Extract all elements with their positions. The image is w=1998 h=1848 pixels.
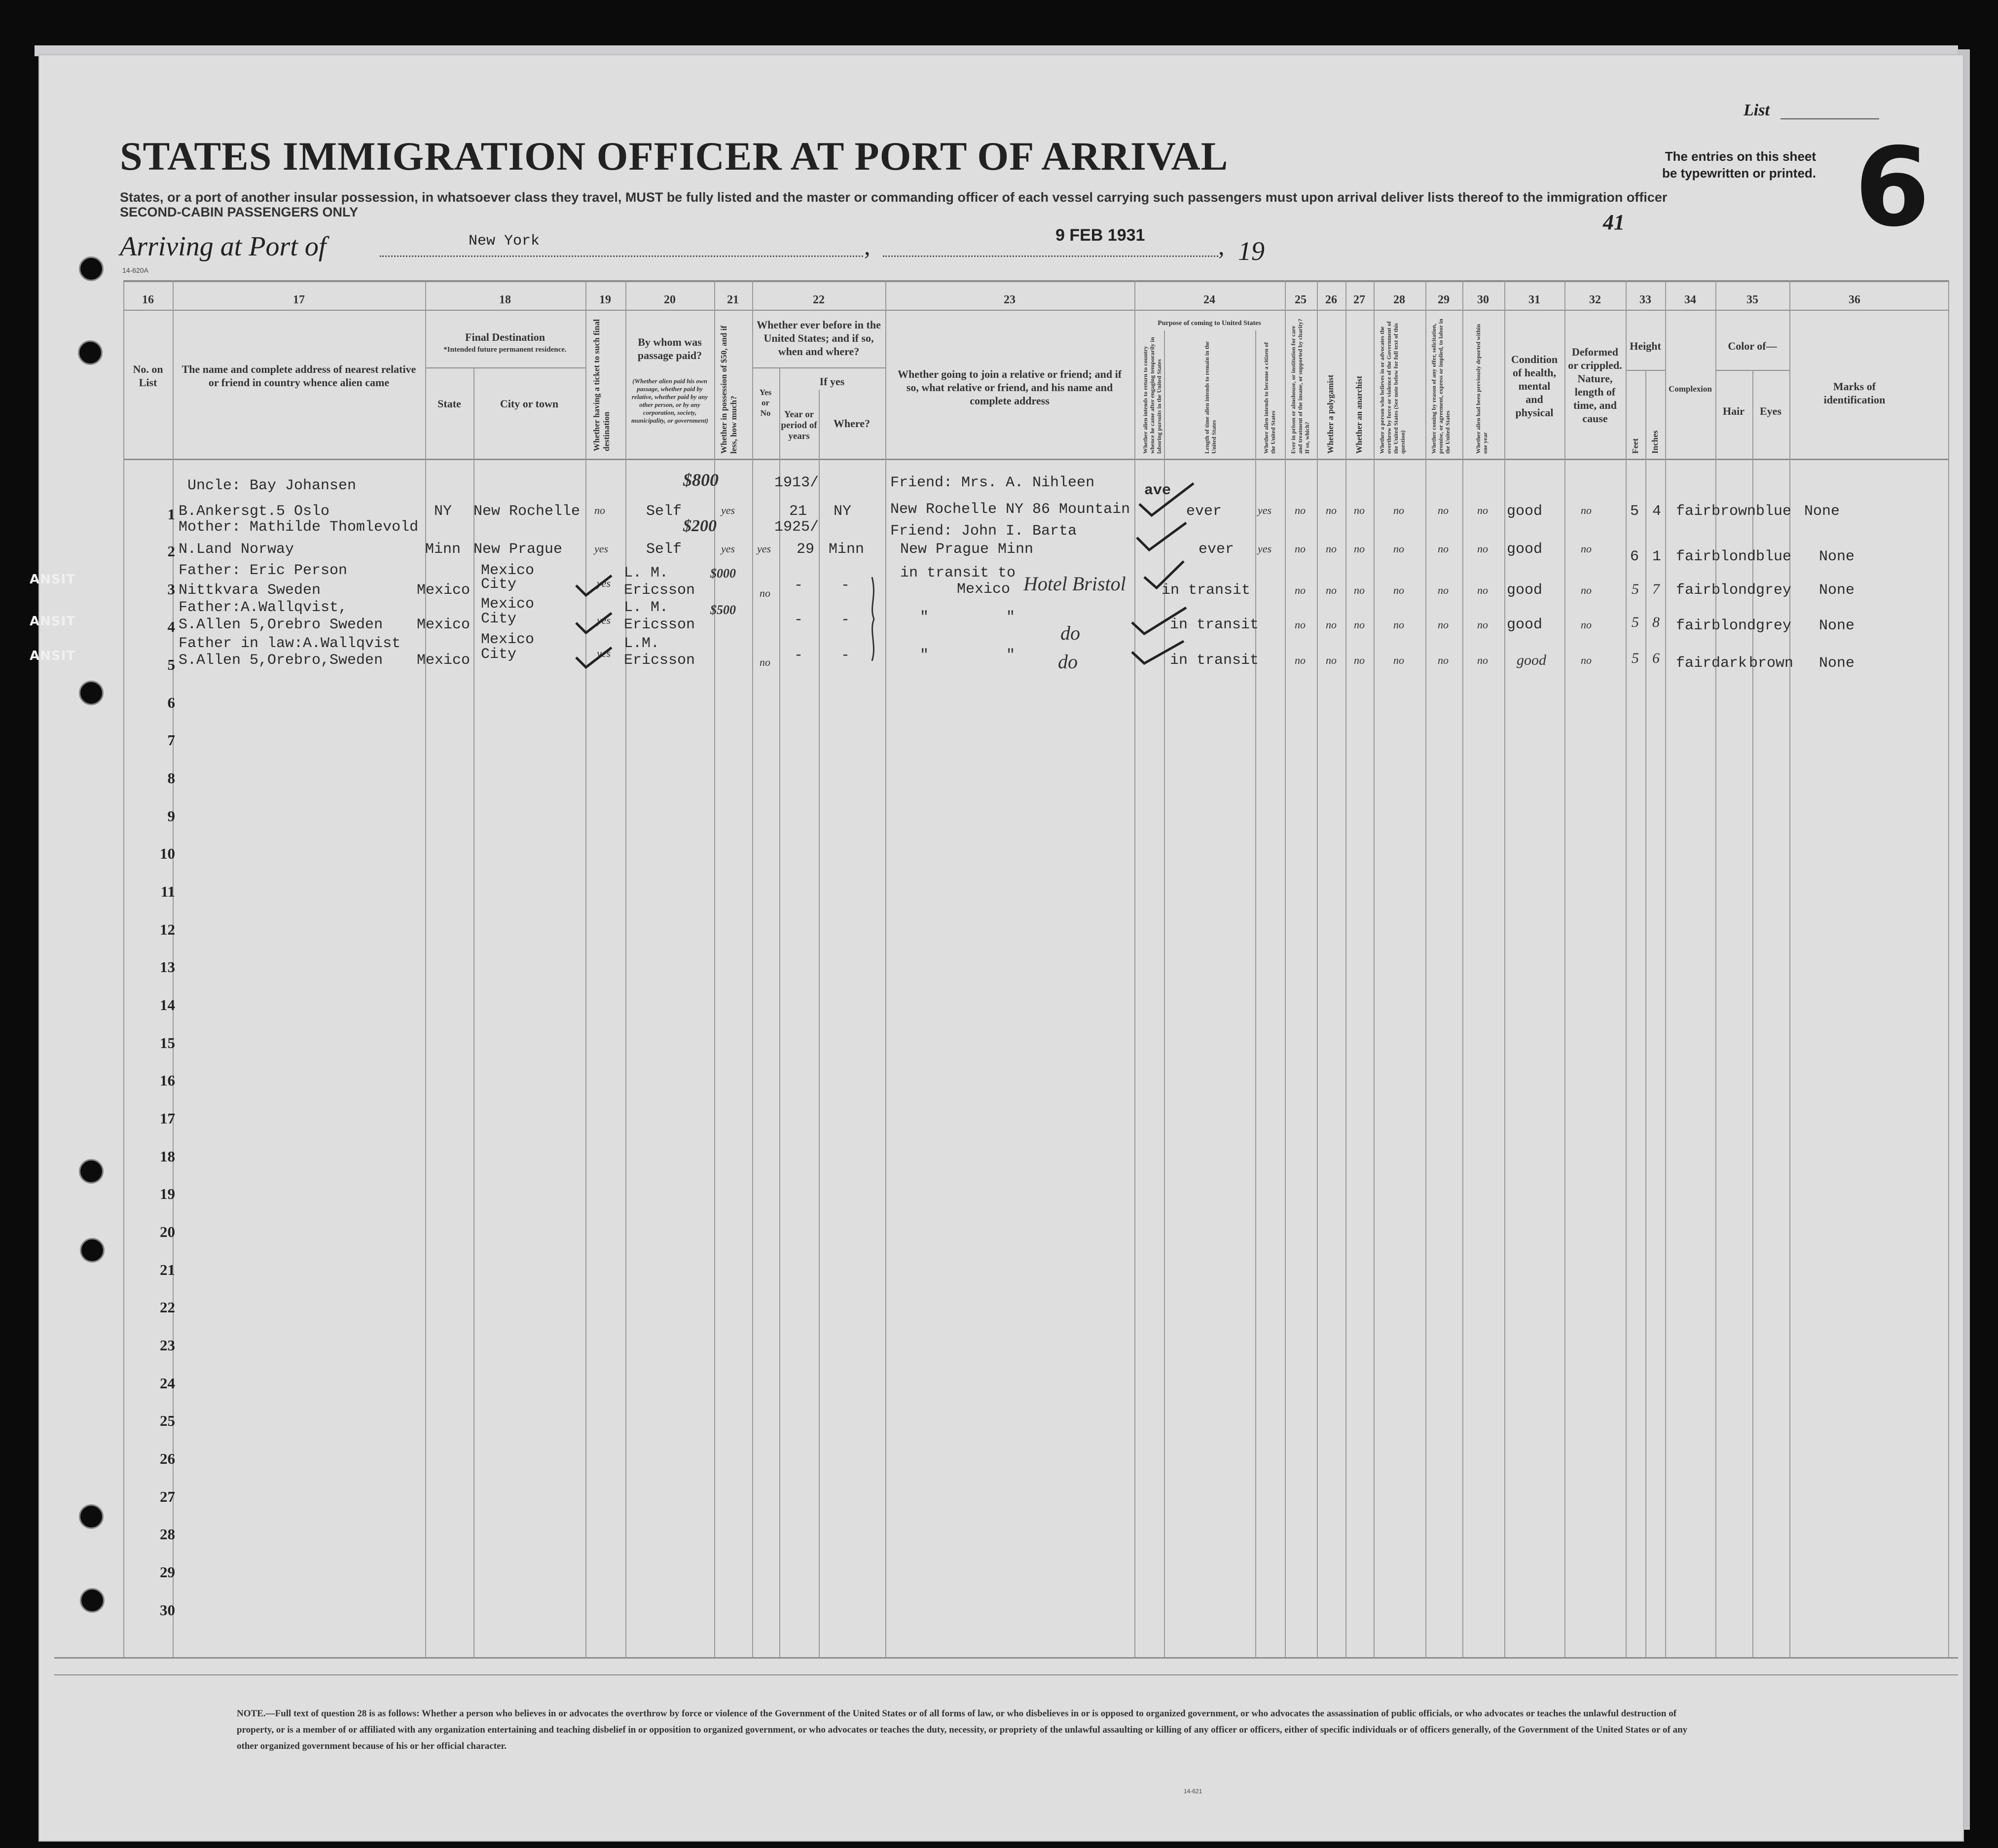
ever-before-answer-2: yes <box>757 543 771 555</box>
destination-city-line-1: Mexico <box>481 596 535 613</box>
hair-color: blond <box>1711 548 1756 565</box>
column-number: 26 <box>1325 293 1337 306</box>
answer-prison: no <box>1295 654 1306 666</box>
ever-before-where: - <box>841 612 850 628</box>
destination-city-line-2: City <box>481 646 517 663</box>
ever-before-years: - <box>794 577 803 594</box>
answer-q28: no <box>1393 584 1404 596</box>
footer-form-code: 14-621 <box>1184 1788 1202 1795</box>
height-feet: 5 <box>1630 503 1639 520</box>
intended-stay: in transit <box>1162 582 1251 599</box>
port-comma: , <box>864 232 871 260</box>
row-number: 28 <box>160 1525 175 1543</box>
transit-stamp-3: ANSIT <box>30 649 76 663</box>
header-ever-before: Whether ever before in the United States; and if so, when and where? <box>757 319 881 358</box>
header-hair: Hair <box>1723 405 1744 417</box>
header-complexion: Complexion <box>1669 384 1712 394</box>
answer-q28: no <box>1393 543 1404 555</box>
join-relative-name: Friend: John I. Barta <box>890 523 1077 540</box>
column-number: 31 <box>1528 293 1540 306</box>
answer-polygamist: no <box>1326 504 1337 516</box>
header-purpose-return: Whether alien intends to return to country whence he came after engaging temporarily in laboring pursuits in the United States <box>1142 337 1162 454</box>
height-feet: 5 <box>1632 581 1639 597</box>
answer-prison: no <box>1295 504 1306 516</box>
answer-q29: no <box>1438 504 1449 516</box>
column-number: 24 <box>1203 293 1215 306</box>
row-number: 5 <box>167 656 175 673</box>
checkmark-row-2 <box>1137 523 1186 550</box>
money-amount: $000 <box>710 566 736 580</box>
binder-hole-7 <box>80 1588 105 1613</box>
header-yes-or-no: Yes or No <box>759 388 772 418</box>
answer-prison: no <box>1295 618 1306 631</box>
ever-before-answer: no <box>760 587 770 599</box>
row-number: 17 <box>160 1110 175 1127</box>
complexion: fair <box>1676 617 1712 634</box>
row-number: 19 <box>160 1185 175 1202</box>
citizen-intent: yes <box>1258 504 1272 516</box>
identification-marks: None <box>1819 617 1855 634</box>
complexion: fair <box>1676 582 1712 599</box>
header-feet: Feet <box>1631 438 1640 454</box>
complexion: fair <box>1676 503 1712 520</box>
destination-city: New Rochelle <box>473 503 581 520</box>
deformed-answer: no <box>1581 543 1592 555</box>
arriving-label: Arriving at Port of <box>120 231 327 262</box>
relative-address: Nittkvara Sweden <box>179 582 321 599</box>
checkmark-row-3 <box>576 576 612 595</box>
answer-anarchist: no <box>1354 543 1365 555</box>
column-number: 28 <box>1393 293 1405 306</box>
row-number: 11 <box>160 883 175 900</box>
answer-polygamist: no <box>1326 543 1337 555</box>
document-subtitle: States, or a port of another insular possession, in whatsoever class they travel, MUST be fully listed and the master or commanding officer of each vessel carrying such passengers must upon arrival deliver lists thereof to the immigration officer <box>120 190 1668 205</box>
binder-hole-3 <box>79 681 104 705</box>
class-label: SECOND-CABIN PASSENGERS ONLY <box>120 205 359 219</box>
join-relative-ditto-1: " <box>920 647 929 664</box>
header-ticket: Whether having a ticket to such final destination <box>592 319 611 451</box>
header-color-of: Color of— <box>1728 340 1777 352</box>
header-height: Height <box>1630 340 1661 352</box>
health-condition: good <box>1507 616 1543 633</box>
deformed-answer: no <box>1581 654 1592 666</box>
height-feet: 6 <box>1630 548 1639 565</box>
answer-polygamist: no <box>1326 618 1337 631</box>
row-number: 20 <box>160 1223 175 1240</box>
destination-state: Mexico <box>417 582 471 599</box>
port-line <box>380 255 863 257</box>
join-relative-address: New Rochelle NY 86 Mountain <box>890 501 1130 518</box>
row-number: 21 <box>160 1261 175 1278</box>
column-number: 36 <box>1849 293 1860 306</box>
footnote-question-28: NOTE.—Full text of question 28 is as follows: Whether a person who believes in or advocates the overthrow by force or violence of the Government of the United States or of all forms of law, or who disbelieves in or is opposed to organized government, or who advocates the assassination of public officials, or who advocates or teaches the unlawful destruction of property, or is a member of or affiliated with any organization entertaining and teaching disbelief in or opposition to organized government, or who advocates or teaches the duty, necessity, or propriety of the unlawful assaulting or killing of any officer or officers, either of specific individuals or of officers generally, of the Government of the United States or of any other organized government because of his or her official character. <box>237 1708 1688 1751</box>
money-amount: $200 <box>683 517 717 535</box>
relative-name: Uncle: Bay Johansen <box>187 477 357 494</box>
answer-q30: no <box>1477 654 1488 666</box>
health-condition: good <box>1507 503 1543 520</box>
column-number: 34 <box>1684 293 1696 306</box>
join-relative-ditto-2: " <box>1006 647 1016 664</box>
answer-anarchist: no <box>1354 504 1365 516</box>
relative-name: Father:A.Wallqvist, <box>179 599 348 616</box>
join-relative-hotel: do <box>1060 622 1080 644</box>
checkmark-row-3 <box>1144 561 1184 588</box>
row-number: 27 <box>160 1488 175 1505</box>
column-number: 20 <box>664 293 676 306</box>
ever-before-where: NY <box>834 503 852 520</box>
join-relative-address: Mexico <box>957 581 1011 598</box>
identification-marks: None <box>1819 582 1855 599</box>
header-marks: Marks of identification <box>1823 380 1886 406</box>
destination-state: Mexico <box>417 652 471 669</box>
relative-address: S.Allen 5,Orebro Sweden <box>179 616 383 633</box>
row-number: 1 <box>167 506 175 523</box>
height-feet: 5 <box>1632 650 1639 666</box>
header-believes-overthrow: Whether a person who believes in or advocates the overthrow by force or violence of the Government of the United States (See note below for full text of this question) <box>1379 321 1406 454</box>
list-label: List <box>1744 101 1770 119</box>
answer-q29: no <box>1438 618 1449 631</box>
intended-stay: in transit <box>1170 616 1259 633</box>
answer-q28: no <box>1393 654 1404 666</box>
ever-before-answer: yes <box>721 543 735 555</box>
row-number: 15 <box>160 1034 175 1051</box>
hair-color: dark <box>1711 655 1747 672</box>
checkmark-row-5 <box>1132 641 1184 663</box>
relative-name: Father: Eric Person <box>179 562 348 579</box>
answer-q30: no <box>1477 504 1488 516</box>
binder-hole-5 <box>80 1238 105 1263</box>
date-line <box>883 255 1218 257</box>
intended-stay: in transit <box>1170 652 1259 669</box>
column-number: 23 <box>1004 293 1016 306</box>
binder-hole-4 <box>79 1159 104 1184</box>
passage-paid-by: Self <box>646 541 682 558</box>
height-inches: 1 <box>1652 548 1662 565</box>
join-relative-address-cont: ave <box>1144 482 1171 499</box>
citizen-intent: yes <box>1258 543 1272 555</box>
port-value: New York <box>469 233 540 250</box>
answer-polygamist: no <box>1326 654 1337 666</box>
intended-stay: ever <box>1199 541 1235 558</box>
ticket-answer: yes <box>594 543 609 555</box>
join-relative-hotel: Hotel Bristol <box>1023 573 1126 595</box>
transit-stamp-1: ANSIT <box>30 572 76 587</box>
answer-q30: no <box>1477 543 1488 555</box>
ever-before-year-top: 1913/ <box>774 474 819 491</box>
year-prefix: 19 <box>1238 236 1265 266</box>
header-year-or-period: Year or period of years <box>781 409 817 441</box>
column-number: 22 <box>813 293 825 306</box>
row-number: 29 <box>160 1563 175 1581</box>
ever-before-where: Minn <box>829 541 865 558</box>
header-join-relative: Whether going to join a relative or friend; and if so, what relative or friend, and his name and complete address <box>897 368 1122 407</box>
answer-q30: no <box>1477 584 1488 596</box>
eye-color: blue <box>1756 548 1792 565</box>
purpose-checkmarks <box>1129 478 1199 676</box>
column-number: 19 <box>599 293 611 306</box>
header-purpose: Purpose of coming to United States <box>1158 320 1261 327</box>
destination-state: Mexico <box>417 616 471 633</box>
relative-address: S.Allen 5,Orebro,Sweden <box>179 652 383 669</box>
hair-color: blond <box>1711 582 1756 599</box>
document-title: STATES IMMIGRATION OFFICER AT PORT OF ARRIVAL <box>120 134 1229 179</box>
date-comma: , <box>1218 232 1225 260</box>
binder-hole-6 <box>79 1504 104 1529</box>
header-no-on-list: No. on List <box>133 363 163 389</box>
answer-prison: no <box>1295 584 1306 596</box>
destination-state: NY <box>434 503 452 520</box>
binder-hole-1 <box>79 256 104 281</box>
ticket-checkmarks <box>572 575 626 673</box>
brace-line <box>872 577 874 661</box>
ever-before-answer: no <box>760 656 770 668</box>
answer-prison: no <box>1295 543 1306 555</box>
row-number: 2 <box>167 543 175 560</box>
passage-paid-by-line-1: L. M. <box>624 599 669 616</box>
row-number: 3 <box>167 580 175 598</box>
header-condition: Condition of health, mental and physical <box>1511 353 1558 419</box>
header-if-yes: If yes <box>819 375 845 388</box>
row-number: 12 <box>160 921 175 938</box>
relative-address: N.Land Norway <box>179 541 294 558</box>
complexion: fair <box>1676 548 1712 565</box>
form-code: 14-620A <box>122 266 148 274</box>
list-number: 6 <box>1854 124 1930 251</box>
checkmark-row-1 <box>1139 483 1194 515</box>
row-number: 25 <box>160 1412 175 1429</box>
deformed-answer: no <box>1581 504 1592 516</box>
relative-name: Father in law:A.Wallqvist <box>179 635 401 652</box>
column-number: 17 <box>293 293 305 306</box>
row-number: 18 <box>160 1148 175 1165</box>
transit-stamp-2: ANSIT <box>30 614 76 629</box>
header-passage-paid: By whom was passage paid? <box>637 336 702 362</box>
answer-anarchist: no <box>1354 584 1365 596</box>
height-inches: 7 <box>1652 581 1660 597</box>
column-number: 25 <box>1295 293 1307 306</box>
header-city: City or town <box>500 398 559 410</box>
ever-before-where: - <box>841 647 850 664</box>
join-relative-ditto-1: " <box>920 609 929 626</box>
money-amount: $800 <box>683 470 719 490</box>
header-final-destination-note: *Intended future permanent residence. <box>443 346 567 354</box>
row-number: 4 <box>167 618 175 635</box>
passage-paid-by-line-2: Ericsson <box>624 616 695 633</box>
binder-hole-2 <box>78 340 103 365</box>
destination-city-line-2: City <box>481 611 517 627</box>
ever-before-where: - <box>841 577 850 594</box>
entries-note-line-1: The entries on this sheet <box>1665 149 1816 164</box>
column-number: 30 <box>1477 293 1489 306</box>
header-purpose-citizen: Whether alien intends to become a citizen of the United States <box>1263 342 1276 454</box>
header-state: State <box>437 398 461 410</box>
header-polygamist: Whether a polygamist <box>1326 374 1335 454</box>
join-relative-hotel: do <box>1058 651 1078 673</box>
row-number: 7 <box>167 731 175 749</box>
column-number: 21 <box>727 293 739 306</box>
row-number: 13 <box>160 958 175 976</box>
answer-polygamist: no <box>1326 584 1337 596</box>
intended-stay: ever <box>1186 503 1222 520</box>
ticket-answer: yes <box>597 614 611 626</box>
passage-paid-by-line-1: L.M. <box>624 635 660 652</box>
manifest-sheet <box>38 54 1964 1842</box>
ever-before-years: - <box>794 612 803 628</box>
row-number: 24 <box>160 1375 175 1392</box>
answer-q28: no <box>1393 618 1404 631</box>
checkmark-row-5 <box>576 648 612 667</box>
complexion: fair <box>1676 655 1712 672</box>
ever-before-years: - <box>794 647 803 664</box>
height-inches: 4 <box>1652 503 1662 520</box>
answer-q29: no <box>1438 654 1449 666</box>
row-number: 14 <box>160 996 175 1014</box>
header-passage-paid-note: (Whether alien paid his own passage, whether paid by relative, whether paid by any other person, or by any corporation, society, municipality, or government) <box>631 377 708 424</box>
header-where: Where? <box>833 417 871 430</box>
join-relative-name: in transit to <box>900 565 1016 581</box>
column-number: 29 <box>1438 293 1450 306</box>
column-number: 18 <box>499 293 511 306</box>
height-inches: 6 <box>1652 650 1660 666</box>
ever-before-answer: yes <box>721 504 735 516</box>
health-condition: good <box>1517 652 1546 668</box>
column-number: 35 <box>1746 293 1758 306</box>
arrival-date: 9 FEB 1931 <box>1055 226 1145 245</box>
destination-city: New Prague <box>473 541 563 558</box>
eye-color: grey <box>1756 582 1792 599</box>
answer-anarchist: no <box>1354 618 1365 631</box>
health-condition: good <box>1507 582 1543 599</box>
hair-color: blond <box>1711 617 1756 634</box>
identification-marks: None <box>1804 503 1840 520</box>
answer-q29: no <box>1438 543 1449 555</box>
eye-color: grey <box>1756 617 1792 634</box>
ever-before-years: 21 <box>789 503 807 520</box>
height-feet: 5 <box>1632 614 1639 630</box>
row-number: 6 <box>167 694 175 711</box>
column-number: 33 <box>1639 293 1651 306</box>
deformed-answer: no <box>1581 584 1592 596</box>
height-inches: 8 <box>1652 614 1660 630</box>
join-relative-name: Friend: Mrs. A. Nihleen <box>890 474 1095 491</box>
ticket-answer: no <box>594 504 605 516</box>
row-number: 22 <box>160 1299 175 1316</box>
row-number: 8 <box>167 769 175 787</box>
answer-anarchist: no <box>1354 654 1365 666</box>
header-eyes: Eyes <box>1760 405 1781 417</box>
header-deformed: Deformed or crippled. Nature, length of time, and cause <box>1568 346 1622 425</box>
health-condition: good <box>1507 541 1543 558</box>
relative-address: B.Ankersgt.5 Oslo <box>179 503 330 520</box>
row-number: 9 <box>167 807 175 825</box>
answer-q29: no <box>1438 584 1449 596</box>
header-possession-50: Whether in possession of $50, and if less, how much? <box>719 326 738 454</box>
identification-marks: None <box>1819 548 1855 565</box>
passage-paid-by-line-2: Ericsson <box>624 582 695 599</box>
header-inches: Inches <box>1650 430 1660 454</box>
destination-state: Minn <box>425 541 461 558</box>
ticket-answer: yes <box>597 577 611 589</box>
passage-paid-by-line-2: Ericsson <box>624 652 695 669</box>
deformed-answer: no <box>1581 618 1592 631</box>
row-number: 23 <box>160 1337 175 1354</box>
header-offer-labor: Whether coming by reason of any offer, solicitation, promise, or agreement, express or implied, to labor in the United States <box>1430 319 1451 454</box>
join-relative-address: New Prague Minn <box>900 541 1034 558</box>
header-prison: Ever in prison or almshouse, or institution for care and treatment of the insane, or supported by charity? If so, which? <box>1290 319 1310 454</box>
relative-name: Mother: Mathilde Thomlevold <box>179 519 419 536</box>
checkmark-row-4 <box>576 613 612 633</box>
row-number: 10 <box>160 845 175 862</box>
header-final-destination: Final Destination <box>465 331 545 343</box>
entries-note <box>1662 148 1816 181</box>
answer-q30: no <box>1477 618 1488 631</box>
header-deported: Whether alien had been previously deported within one year <box>1475 324 1489 454</box>
money-amount: $500 <box>710 603 736 617</box>
row-number: 30 <box>160 1601 175 1619</box>
answer-q28: no <box>1393 504 1404 516</box>
header-purpose-length: Length of time alien intends to remain in the United States <box>1203 341 1217 454</box>
ticket-answer: yes <box>597 647 611 659</box>
passage-paid-by: Self <box>646 503 682 520</box>
column-number: 32 <box>1589 293 1601 306</box>
destination-city-line-1: Mexico <box>481 562 535 579</box>
identification-marks: None <box>1819 655 1855 672</box>
destination-city-line-2: City <box>481 576 517 593</box>
ever-before-year-top: 1925/ <box>774 519 819 536</box>
column-number: 27 <box>1353 293 1365 306</box>
ever-before-brace <box>868 577 878 661</box>
passage-paid-by-line-1: L. M. <box>624 565 669 581</box>
entries-note-line-2: be typewritten or printed. <box>1662 166 1816 181</box>
ever-before-years: 29 <box>797 541 815 558</box>
row-number: 16 <box>160 1072 175 1089</box>
row-number: 26 <box>160 1450 175 1467</box>
checkmark-row-4 <box>1132 608 1186 634</box>
join-relative-ditto-2: " <box>1006 609 1016 626</box>
column-number: 16 <box>142 293 154 306</box>
header-nearest-relative: The name and complete address of nearest relative or friend in country whence alien came <box>182 363 416 389</box>
list-underline <box>1780 118 1879 119</box>
destination-city-line-1: Mexico <box>481 631 535 648</box>
header-anarchist: Whether an anarchist <box>1354 375 1364 454</box>
hair-color: brown <box>1711 503 1756 520</box>
eye-color: blue <box>1756 503 1792 520</box>
eye-color: brown <box>1749 655 1794 672</box>
handwritten-sheet-number: 41 <box>1603 210 1625 234</box>
